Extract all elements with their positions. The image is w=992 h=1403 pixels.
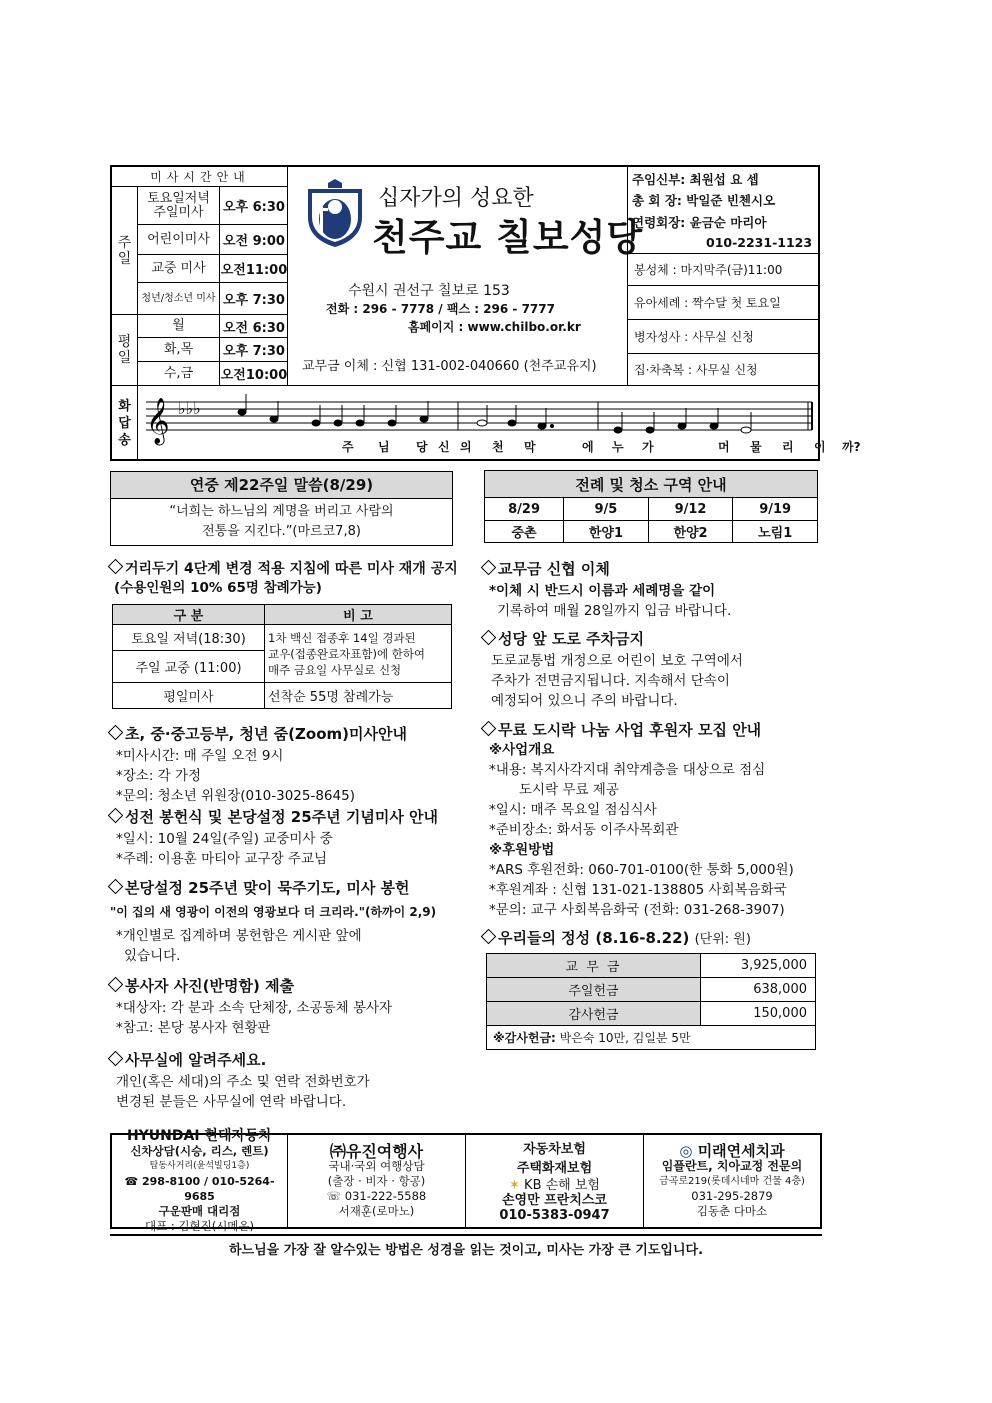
ad-mirae-dental (644, 1135, 820, 1227)
distancing-row-label: 토요일 저녁(18:30) (113, 625, 265, 651)
distancing-table (112, 604, 452, 709)
notice-line: 개인(혹은 세대)의 주소 및 연락 전화번호가 (116, 1074, 370, 1090)
liturgy-area: 노림1 (733, 521, 818, 543)
notice-line: 도시락 무료 제공 (519, 782, 619, 798)
liturgy-date: 8/29 (485, 498, 564, 521)
offering-table (486, 953, 816, 1050)
notice-zoom (110, 723, 407, 806)
notice-icon (481, 721, 497, 737)
sick-anointing-info: 병자성사 : 사무실 신청 (628, 320, 818, 354)
mass-row: 교중 미사 오전11:00 (138, 255, 288, 283)
notice-line: *일시: 매주 목요일 점심식사 (489, 802, 657, 818)
distancing-note: 선착순 55명 참례가능 (265, 683, 452, 709)
offering-unit: (단위: 원) (694, 932, 751, 947)
notice-lunchbox (483, 719, 794, 920)
liturgy-date: 9/12 (648, 498, 733, 521)
ad-hyundai (112, 1127, 288, 1233)
notice-line: 있습니다. (124, 948, 181, 964)
ad-line: 임플란트, 치아교정 전문의 (661, 1158, 803, 1173)
notice-rosary (110, 877, 436, 966)
ad-line: 탑동사거리(윤석빌딩1층) (149, 1160, 250, 1171)
ad-line: 구운판매 대리점 (158, 1203, 241, 1218)
liturgy-area: 한양1 (564, 521, 649, 543)
ad-line: (출장 · 비자 · 항공) (327, 1173, 426, 1188)
notice-line: 기록하여 매월 28일까지 입금 바랍니다. (497, 603, 732, 619)
notice-line: *주례: 이용훈 마티아 교구장 주교님 (116, 851, 328, 867)
ad-line: ☎ 298-8100 / 010-5264-9685 (124, 1174, 275, 1203)
notice-line: *개인별로 집계하며 봉헌함은 게시판 앞에 (116, 928, 362, 944)
communion-info: 봉성체 : 마지막주(금)11:00 (628, 253, 818, 286)
notice-icon (108, 559, 124, 575)
liturgy-date: 9/19 (733, 498, 818, 521)
council-president: 총 회 장: 박일준 빈첸시오 (632, 193, 776, 208)
ad-line: ☏ 031-222-5588 (326, 1188, 427, 1203)
ad-line: 010-5383-0947 (499, 1207, 610, 1223)
notice-transfer-title: 교무금 신협 이체 (498, 560, 610, 578)
church-subtitle: 십자가의 성요한 (378, 186, 534, 211)
svg-text:𝄞: 𝄞 (146, 398, 170, 444)
baptism-info: 유아세례 : 짝수달 첫 토요일 (628, 286, 818, 320)
liturgy-title: 전례 및 청소 구역 안내 (485, 471, 818, 498)
ad-line: 김동춘 다마소 (696, 1203, 768, 1218)
kb-star-icon: ✶ (509, 1177, 520, 1193)
notice-icon (108, 879, 124, 895)
notice-icon (108, 725, 124, 741)
distancing-col-header: 구 분 (113, 605, 265, 625)
notice-icon (108, 1051, 124, 1067)
ad-kb-insurance (466, 1135, 644, 1227)
notice-line: *준비장소: 화서동 이주사목회관 (489, 822, 679, 838)
notice-line: *미사시간: 매 주일 오전 9시 (116, 748, 284, 764)
notice-subhead: ※후원방법 (489, 842, 555, 858)
bulletin-header (110, 165, 861, 461)
offering-label: 주일헌금 (487, 978, 701, 1002)
notice-line: *이체 시 반드시 이름과 세례명을 같이 (489, 583, 716, 599)
notice-zoom-title: 초, 중·중고등부, 청년 줌(Zoom)미사안내 (125, 725, 407, 743)
ad-brand: 자동차보험 주택화재보험 (516, 1141, 593, 1176)
notice-transfer (483, 558, 731, 621)
notice-photo (110, 975, 392, 1038)
mass-schedule (112, 167, 288, 385)
notice-line: 도로교통법 개정으로 어린이 보호 구역에서 (491, 653, 743, 669)
church-account: 교무금 이체 : 신협 131-002-040660 (천주교유지) (302, 359, 597, 374)
offering-amount: 150,000 (701, 1002, 816, 1026)
notice-subhead: ※사업개요 (489, 742, 555, 758)
notice-rosary-quote: "이 집의 새 영광이 이전의 영광보다 더 크리라."(하까이 2,9) (110, 905, 437, 919)
church-contact: 전화 : 296 - 7778 / 팩스 : 296 - 7777 (326, 302, 555, 316)
mass-row: 청년/청소년 미사 오후 7:30 (138, 283, 288, 315)
notice-rosary-title: 본당설정 25주년 맞이 묵주기도, 미사 봉헌 (125, 879, 410, 897)
ad-line: 대표 : 김현진(시메온) (144, 1218, 255, 1233)
mass-row: 어린이미사 오전 9:00 (138, 225, 288, 255)
response-psalm: 화 답 송 𝄞 ♭♭♭ 주 님 당 신 의 천 막 에 누 가 머 물 리 이 까? (112, 385, 818, 459)
funeral-president: 연령회장: 윤금순 마리아 (632, 215, 767, 230)
notice-lunchbox-title: 무료 도시락 나눔 사업 후원자 모집 안내 (498, 721, 762, 739)
notice-office-title: 사무실에 알려주세요. (125, 1051, 267, 1069)
ad-line: 서재훈(로마노) (338, 1203, 415, 1218)
ad-line: 국내·국외 여행상담 (328, 1158, 425, 1173)
offering-amount: 3,925,000 (701, 954, 816, 978)
liturgy-table (484, 470, 818, 543)
weekday-group-label: 평 일 (112, 315, 138, 385)
notice-distancing-subtitle: (수용인원의 10% 65명 참례가능) (114, 580, 322, 596)
mass-row: 수,금 오전10:00 (138, 362, 288, 385)
notice-line: *대상자: 각 분과 소속 단체장, 소공동체 봉사자 (116, 1000, 393, 1016)
pastor: 주임신부: 최원섭 요 셉 (632, 172, 759, 187)
ad-line: 031-295-2879 (691, 1188, 773, 1203)
ad-brand: ◎ 미래연세치과 (679, 1141, 785, 1160)
distancing-row-label: 평일미사 (113, 683, 265, 709)
distancing-row-label: 주일 교중 (11:00) (113, 651, 265, 683)
church-emblem-icon (302, 179, 368, 249)
notice-line: 주차가 전면금지됩니다. 지속해서 단속이 (491, 673, 730, 689)
music-staff (142, 388, 816, 458)
offering-title: 우리들의 정성 (498, 929, 591, 947)
offering-thanks: ※감사헌금: 박은숙 10만, 김일분 5만 (487, 1026, 816, 1050)
notice-line: *ARS 후원전화: 060-701-0100(한 통화 5,000원) (489, 862, 794, 878)
notice-line: *문의: 청소년 위원장(010-3025-8645) (116, 788, 355, 804)
notice-photo-title: 봉사자 사진(반명함) 제출 (125, 977, 295, 995)
ad-line: 손영만 프란치스코 (502, 1192, 607, 1208)
ad-line: 금곡로219(롯데시네마 건물 4층) (659, 1175, 805, 1187)
notice-line: *장소: 각 가정 (116, 768, 202, 784)
notice-icon (481, 630, 497, 646)
notice-line: 변경된 분들은 사무실에 연락 바랍니다. (116, 1094, 347, 1110)
advertisements (110, 1127, 822, 1233)
sunday-word-box (110, 471, 453, 546)
staff-info (628, 167, 818, 385)
offering-amount: 638,000 (701, 978, 816, 1002)
offering-label: 감사헌금 (487, 1002, 701, 1026)
mass-row: 화,목 오후 7:30 (138, 338, 288, 362)
church-homepage-link[interactable]: 홈페이지 : www.chilbo.or.kr (408, 320, 581, 334)
notice-line: *참고: 본당 봉사자 현황판 (116, 1020, 271, 1036)
church-info (288, 167, 644, 385)
mass-schedule-title: 미사시간안내 (112, 167, 288, 187)
dental-logo-icon: ◎ (679, 1141, 693, 1160)
church-name: 천주교 칠보성당 (372, 216, 644, 259)
liturgy-area: 중촌 (485, 521, 564, 543)
response-psalm-label: 화 답 송 (112, 386, 138, 460)
ad-line: 신차상담(시승, 리스, 렌트) (130, 1143, 269, 1158)
sunday-word-line2: 전통을 지킨다.”(마르코7,8) (202, 524, 361, 539)
notice-anniversary-title: 성전 봉헌식 및 본당설정 25주년 기념미사 안내 (125, 808, 439, 826)
mass-row: 토요일저녁 주일미사 오후 6:30 (138, 187, 288, 225)
ad-line: ✶ KB 손해 보험 (509, 1177, 600, 1193)
mass-row: 월 오전 6:30 (138, 315, 288, 338)
sunday-group-label: 주 일 (112, 187, 138, 315)
notice-line: *내용: 복지사각지대 취약계층을 대상으로 점심 (489, 762, 766, 778)
notice-parking-title: 성당 앞 도로 주차금지 (498, 630, 645, 648)
offering-period: (8.16-8.22) (595, 929, 690, 947)
notice-anniversary (110, 806, 438, 869)
blessing-info: 집·차축복 : 사무실 신청 (634, 363, 758, 377)
offering-section (483, 927, 751, 948)
notice-icon (481, 929, 497, 945)
notice-line: 예정되어 있으니 주의 바랍니다. (491, 693, 678, 709)
notice-line: *일시: 10월 24일(주일) 교중미사 중 (116, 831, 333, 847)
ad-brand: ㈜유진여행사 (329, 1141, 424, 1161)
notice-icon (481, 560, 497, 576)
notice-office (110, 1049, 370, 1112)
notice-parking (483, 628, 743, 711)
notice-line: *후원계좌 : 신협 131-021-138805 사회복음화국 (489, 882, 787, 898)
liturgy-date: 9/5 (564, 498, 649, 521)
distancing-note: 1차 백신 접종후 14일 경과된 교우(접종완료자표함)에 한하여 매주 금요일 사무실로 신청 (265, 625, 452, 683)
church-address: 수원시 권선구 칠보로 153 (348, 283, 510, 299)
notice-distancing-title: 거리두기 4단계 변경 적용 지침에 따른 미사 재개 공지 (125, 561, 458, 577)
sunday-word-line1: “너희는 하느님의 계명을 버리고 사람의 (169, 504, 394, 519)
notice-line: *문의: 교구 사회복음화국 (전화: 031-268-3907) (489, 902, 785, 918)
footer-message: 하느님을 가장 잘 알수있는 방법은 성경을 읽는 것이고, 미사는 가장 큰 기도입니다. (110, 1234, 822, 1258)
notice-distancing (110, 558, 458, 598)
notice-icon (108, 808, 124, 824)
svg-text:♭♭♭: ♭♭♭ (178, 399, 201, 418)
ad-yujin-travel (288, 1135, 466, 1227)
funeral-phone: 010-2231-1123 (706, 235, 813, 250)
distancing-col-header: 비 고 (265, 605, 452, 625)
offering-label: 교 무 금 (487, 954, 701, 978)
notice-icon (108, 977, 124, 993)
ad-brand: HYUNDAI 현대자동차 (126, 1127, 273, 1144)
liturgy-area: 한양2 (648, 521, 733, 543)
sunday-word-title: 연중 제22주일 말씀(8/29) (111, 472, 452, 499)
